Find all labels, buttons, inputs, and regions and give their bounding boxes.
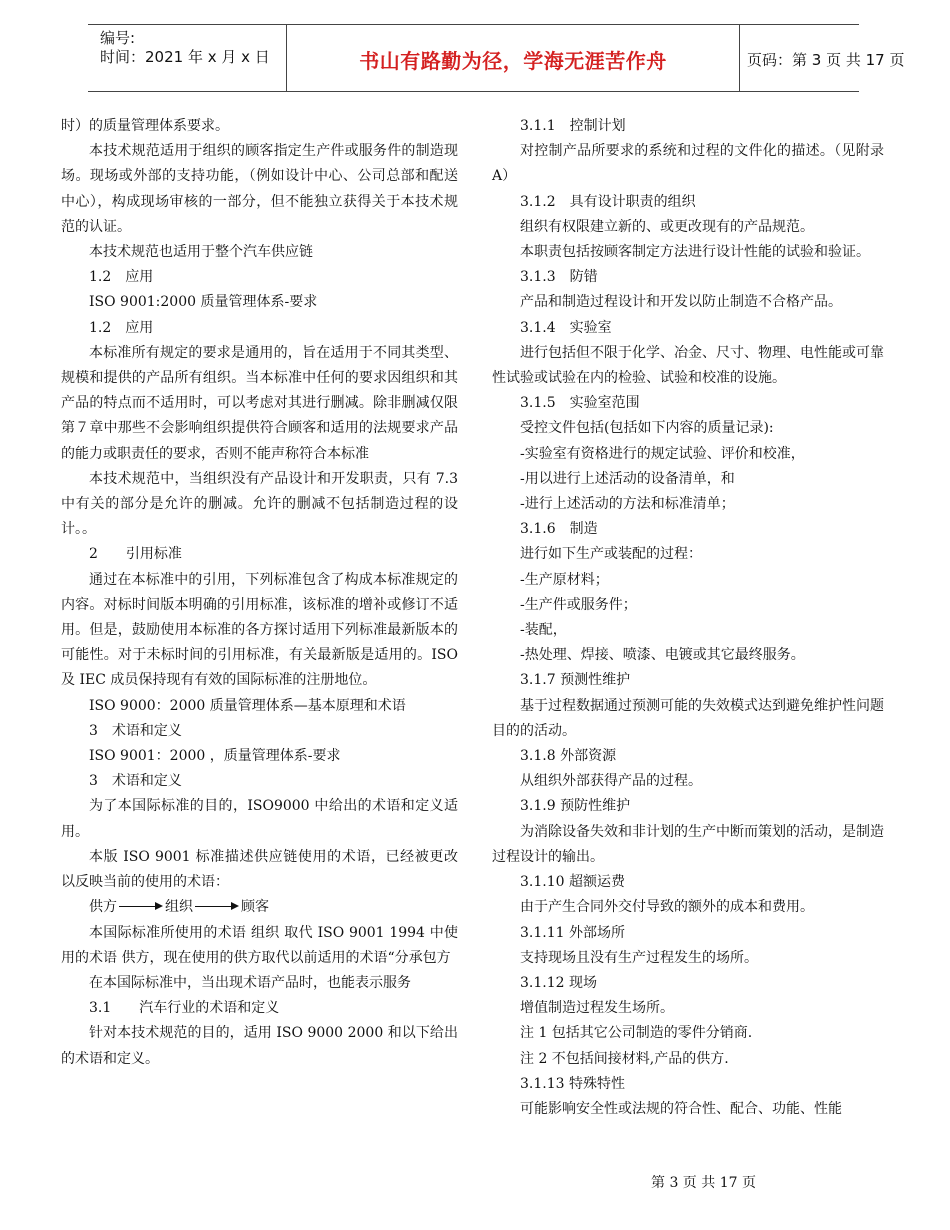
section-heading: 3 术语和定义: [89, 722, 182, 739]
note: 注 2 不包括间接材料,产品的供方.: [520, 1050, 729, 1067]
right-column: [492, 114, 884, 1122]
paragraph: ISO 9000：2000 质量管理体系—基本原理和术语: [89, 697, 406, 714]
paragraph: 本技术规范也适用于整个汽车供应链: [89, 244, 313, 261]
paragraph: 从组织外部获得产品的过程。: [520, 773, 702, 790]
list-item: -热处理、焊接、喷漆、电镀或其它最终服务。: [520, 647, 805, 664]
note: 注 1 包括其它公司制造的零件分销商.: [520, 1025, 753, 1042]
flow-supplier: 供方: [89, 899, 117, 916]
section-heading: 3.1.1 控制计划: [520, 118, 626, 134]
paragraph: 受控文件包括(包括如下内容的质量记录):: [520, 420, 774, 437]
paragraph: 进行如下生产或装配的过程：: [520, 546, 702, 563]
paragraph: 针对本技术规范的目的，适用 ISO 9000 2000 和以下给出的术语和定义。: [61, 1025, 458, 1067]
paragraph: 在本国际标准中，当出现术语产品时，也能表示服务: [89, 974, 411, 991]
paragraph: 对控制产品所要求的系统和过程的文件化的描述。（见附录 A）: [492, 143, 884, 185]
section-heading: 3.1.6 制造: [520, 521, 598, 538]
supply-chain-flow: [61, 895, 458, 920]
section-heading: 3.1.7 预测性维护: [520, 672, 631, 689]
section-heading: 3.1.11 外部场所: [520, 924, 625, 941]
section-heading: 3.1.12 现场: [520, 974, 597, 991]
header-info-cell: [88, 25, 286, 91]
list-item: -生产件或服务件；: [520, 596, 637, 613]
paragraph: 本技术规范中，当组织没有产品设计和开发职责，只有 7.3 中有关的部分是允许的删减。允许的删减不包括制造过程的设计。。: [61, 470, 458, 538]
flow-customer: 顾客: [241, 899, 269, 916]
section-heading: 1.2 应用: [89, 319, 154, 336]
list-item: -进行上述活动的方法和标准清单；: [520, 496, 735, 513]
paragraph: 本技术规范适用于组织的顾客指定生产件或服务件的制造现场。现场或外部的支持功能，（例如设计中心、公司总部和配送中心），构成现场审核的一部分，但不能独立获得关于本技术规范的认证。: [61, 143, 458, 235]
paragraph: 本国际标准所使用的术语 组织 取代 ISO 9001 1994 中使用的术语 供方，现在使用的供方取代以前适用的术语“分承包方: [61, 924, 458, 966]
section-heading: 3.1.9 预防性维护: [520, 798, 631, 815]
section-heading: 3.1 汽车行业的术语和定义: [89, 1000, 280, 1017]
header-motto-cell: [286, 25, 740, 91]
header-table: [88, 24, 905, 92]
paragraph: 由于产生合同外交付导致的额外的成本和费用。: [520, 899, 814, 916]
section-heading: 3.1.5 实验室范围: [520, 395, 640, 412]
flow-organization: 组织: [165, 899, 193, 916]
section-heading: 2 引用标准: [89, 546, 182, 563]
section-heading: 3 术语和定义: [89, 773, 182, 790]
paragraph: ISO 9001:2000 质量管理体系-要求: [89, 294, 318, 311]
list-item: -装配，: [520, 622, 567, 639]
section-heading: 3.1.4 实验室: [520, 319, 612, 336]
section-heading: 3.1.2 具有设计职责的组织: [520, 193, 696, 210]
left-column: [61, 114, 458, 1072]
header-motto: 书山有路勤为径，学海无涯苦作舟: [359, 49, 667, 73]
header-page-number: 页码：第 3 页 共 17 页: [747, 51, 905, 69]
paragraph: 基于过程数据通过预测可能的失效模式达到避免维护性问题目的的活动。: [492, 697, 884, 739]
paragraph: 时）的质量管理体系要求。: [61, 118, 229, 134]
paragraph: 增值制造过程发生场所。: [520, 1000, 674, 1017]
paragraph: ISO 9001：2000 ，质量管理体系-要求: [89, 748, 341, 765]
paragraph: 为了本国际标准的目的，ISO9000 中给出的术语和定义适用。: [61, 798, 458, 840]
arrow-right-icon: [195, 902, 239, 912]
paragraph: 支持现场且没有生产过程发生的场所。: [520, 949, 758, 966]
list-item: -用以进行上述活动的设备清单，和: [520, 470, 735, 487]
paragraph: 本版 ISO 9001 标准描述供应链使用的术语，已经被更改以反映当前的使用的术语：: [61, 848, 458, 891]
arrow-right-icon: [119, 902, 163, 912]
list-item: -生产原材料；: [520, 571, 609, 588]
paragraph: 本标准所有规定的要求是通用的，旨在适用于不同其类型、规模和提供的产品所有组织。当本标准中任何的要求因组织和其产品的特点而不适用时，可以考虑对其进行删减。除非删减仅限第７章中那些不会影响组织提供符合顾客和适用的法规要求产品的能力或职责任的要求，否则不能声称符合本标准: [61, 344, 458, 462]
section-heading: 3.1.13 特殊特性: [520, 1075, 625, 1092]
paragraph: 通过在本标准中的引用，下列标准包含了构成本标准规定的内容。对标时间版本明确的引用标准，该标准的增补或修订不适用。但是，鼓励使用本标准的各方探讨适用下列标准最新版本的可能性。对于未标时间的引用标准，有关最新版是适用的。ISO 及 IEC 成员保持现有有效的国际标准的注册地位。: [61, 571, 458, 689]
document-time-label: 时间：2021 年 x 月 x 日: [100, 48, 270, 66]
section-heading: 3.1.10 超额运费: [520, 874, 625, 891]
paragraph: 组织有权限建立新的、或更改现有的产品规范。: [520, 218, 814, 235]
paragraph: 本职责包括按顾客制定方法进行设计性能的试验和验证。: [520, 244, 870, 261]
paragraph: 为消除设备失效和非计划的生产中断而策划的活动，是制造过程设计的输出。: [492, 823, 884, 865]
paragraph: 可能影响安全性或法规的符合性、配合、功能、性能: [520, 1100, 842, 1117]
document-id-label: 编号:: [100, 29, 136, 47]
section-heading: 3.1.8 外部资源: [520, 748, 617, 765]
section-heading: 3.1.3 防错: [520, 269, 598, 286]
list-item: -实验室有资格进行的规定试验、评价和校准，: [520, 445, 805, 462]
paragraph: 进行包括但不限于化学、冶金、尺寸、物理、电性能或可靠性试验或试验在内的检验、试验和校准的设施。: [492, 344, 884, 387]
header-page-cell: [739, 25, 905, 91]
page-footer: 第 3 页 共 17 页: [651, 1175, 756, 1191]
section-heading: 1.2 应用: [89, 269, 154, 286]
paragraph: 产品和制造过程设计和开发以防止制造不合格产品。: [520, 294, 842, 311]
